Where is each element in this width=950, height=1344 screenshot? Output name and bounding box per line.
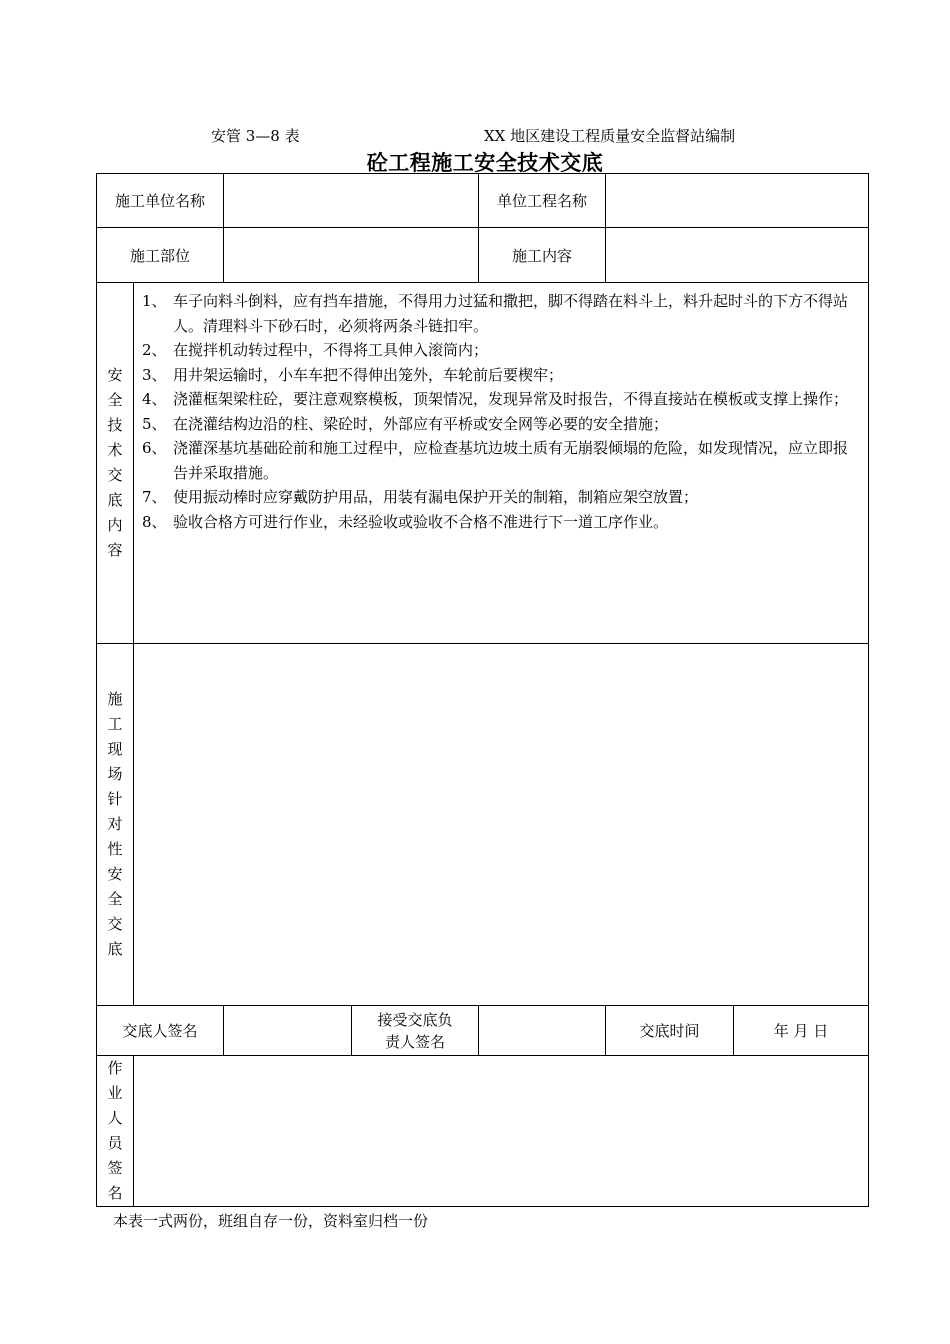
form-code: 安管 3—8 表 bbox=[211, 127, 300, 145]
safety-item bbox=[142, 363, 860, 388]
safety-item-number: 4、 bbox=[142, 390, 167, 408]
safety-item-number: 5、 bbox=[142, 414, 167, 433]
safety-item-text: 在浇灌结构边沿的柱、梁砼时，外部应有平桥或安全网等必要的安全措施； bbox=[173, 414, 669, 433]
receiver-label-line-2: 责人签名 bbox=[385, 1032, 446, 1051]
safety-item bbox=[142, 412, 860, 437]
safety-item-text: 浇灌深基坑基础砼前和施工过程中，应检查基坑边坡土质有无崩裂倾塌的危险，如发现情况，应立即报告并采取措施。 bbox=[173, 439, 849, 482]
site-section-label-cell bbox=[97, 644, 134, 1006]
safety-item-number: 8、 bbox=[142, 512, 167, 531]
unit-value-field[interactable] bbox=[224, 174, 479, 228]
site-content-field[interactable] bbox=[134, 644, 869, 1006]
site-section-label: 施 工 现 场 针 对 性 安 全 交 底 bbox=[107, 690, 123, 958]
safety-item bbox=[142, 387, 860, 412]
safety-item-text: 使用振动棒时应穿戴防护用品，用装有漏电保护开关的制箱，制箱应架空放置； bbox=[173, 488, 699, 506]
workers-section-label: 作 业 人 员 签 名 bbox=[107, 1059, 123, 1202]
content-value-field[interactable] bbox=[606, 228, 869, 283]
giver-label: 交底人签名 bbox=[97, 1006, 224, 1056]
safety-content bbox=[134, 283, 869, 644]
safety-item bbox=[142, 338, 860, 363]
safety-item-text: 用井架运输时，小车车把不得伸出笼外，车轮前后要楔牢； bbox=[173, 365, 564, 384]
safety-items-list bbox=[134, 283, 868, 534]
safety-item-number: 6、 bbox=[142, 439, 167, 457]
safety-item bbox=[142, 289, 860, 338]
safety-section-label-cell bbox=[97, 283, 134, 644]
time-value-field[interactable]: 年 月 日 bbox=[734, 1006, 869, 1056]
safety-item bbox=[142, 485, 860, 510]
receiver-label bbox=[352, 1006, 479, 1056]
part-label: 施工部位 bbox=[97, 228, 224, 283]
safety-item-text: 浇灌框架梁柱砼，要注意观察模板，顶架情况，发现异常及时报告，不得直接站在模板或支撑上操作； bbox=[173, 390, 849, 408]
safety-item-number: 3、 bbox=[142, 365, 167, 384]
safety-item-number: 2、 bbox=[142, 341, 167, 359]
workers-section-label-cell bbox=[97, 1056, 134, 1207]
safety-item-number: 7、 bbox=[142, 488, 167, 506]
receiver-signature-field[interactable] bbox=[479, 1006, 606, 1056]
safety-item-number: 1、 bbox=[142, 292, 167, 310]
safety-item-text: 验收合格方可进行作业，未经验收或验收不合格不准进行下一道工序作业。 bbox=[173, 512, 669, 531]
receiver-label-line-1: 接受交底负 bbox=[377, 1010, 453, 1029]
disclosure-form bbox=[96, 173, 869, 1207]
footer-note: 本表一式两份，班组自存一份，资料室归档一份 bbox=[113, 1212, 429, 1230]
project-label: 单位工程名称 bbox=[479, 174, 606, 228]
part-value-field[interactable] bbox=[224, 228, 479, 283]
safety-item-text: 在搅拌机动转过程中，不得将工具伸入滚筒内； bbox=[173, 341, 489, 359]
project-value-field[interactable] bbox=[606, 174, 869, 228]
safety-item bbox=[142, 510, 860, 535]
content-label: 施工内容 bbox=[479, 228, 606, 283]
issuer: XX 地区建设工程质量安全监督站编制 bbox=[484, 127, 736, 145]
safety-item-text: 车子向料斗倒料，应有挡车措施，不得用力过猛和撒把，脚不得踏在料斗上，料升起时斗的下方不得站人。清理料斗下砂石时，必须将两条斗链扣牢。 bbox=[173, 292, 849, 335]
safety-section-label: 安 全 技 术 交 底 内 容 bbox=[107, 366, 123, 559]
time-label: 交底时间 bbox=[606, 1006, 734, 1056]
giver-signature-field[interactable] bbox=[224, 1006, 352, 1056]
document-title: 砼工程施工安全技术交底 bbox=[366, 150, 604, 175]
unit-label: 施工单位名称 bbox=[97, 174, 224, 228]
workers-signature-field[interactable] bbox=[134, 1056, 869, 1207]
safety-item bbox=[142, 436, 860, 485]
